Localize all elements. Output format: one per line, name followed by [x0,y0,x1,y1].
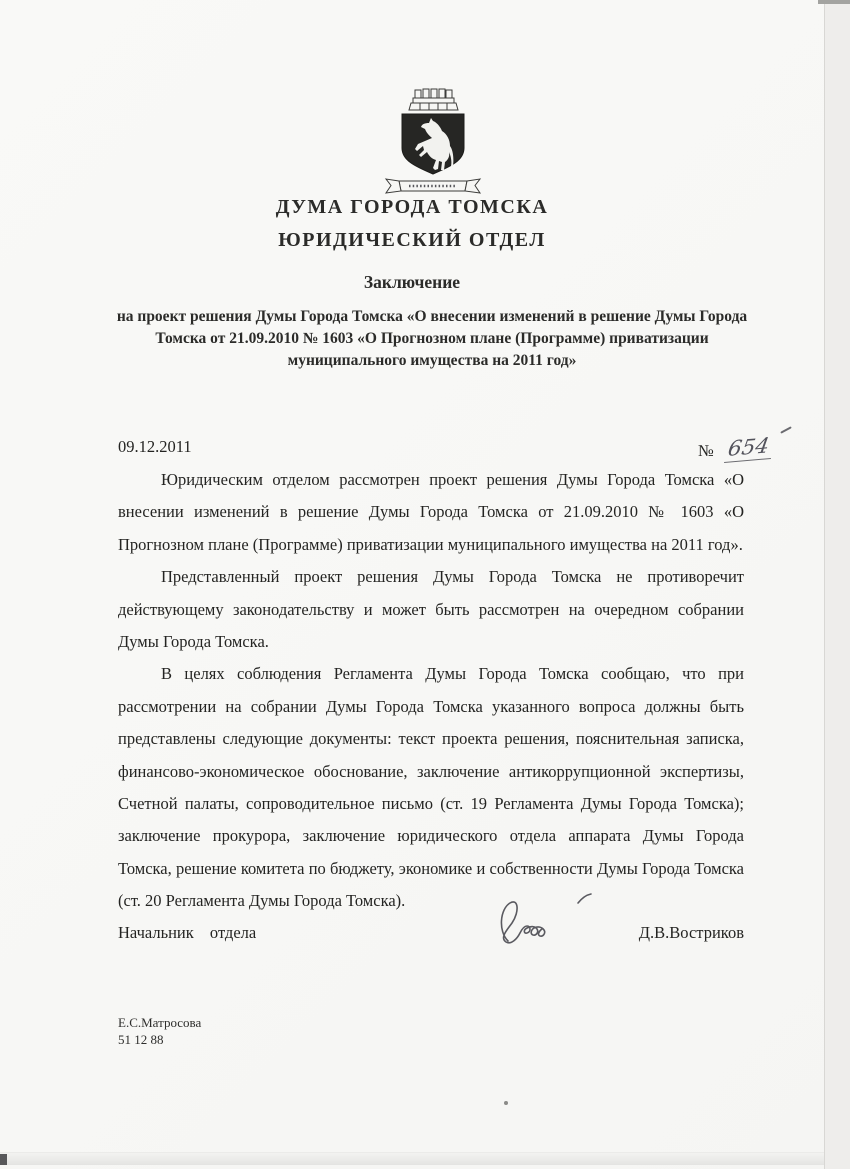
paragraph: Юридическим отделом рассмотрен проект решения Думы Города Томска «О внесении изменений в решение Думы Города Томска от 21.09.2010 № 1603 «О Прогнозном плане (Программе) приватизации муниципального имущества на 2011 год». [118,470,744,554]
signing-row [118,917,744,957]
document-body [118,464,744,918]
handwritten-signature-icon [486,885,616,955]
scan-speck [504,1101,508,1105]
scan-artifact-bottom-left [0,1154,7,1165]
org-name: ДУМА ГОРОДА ТОМСКА [275,196,549,218]
signer-position: Начальник отдела [118,923,257,942]
number-handwritten-value: 654 [724,433,775,463]
paragraph: Представленный проект решения Думы Города Томска не противоречит действующему законодательству и может быть рассмотрен на очередном собрании Думы Города Томска. [118,567,744,652]
signer-name: Д.В.Востриков [638,923,744,942]
executor-phone: 51 12 88 [118,1032,164,1047]
paragraph: В целях соблюдения Регламента Думы Города Томска сообщаю, что при рассмотрении на собрании Думы Города Томска указанного вопроса должны быть представлены следующие документы: текст проекта решения, пояснительная записка, финансово-экономическое обоснование, заключение антикоррупционной экспертизы, Счетной палаты, сопроводительное письмо (ст. 19 Регламента Думы Города Томска); заключение прокурора, заключение юридического отдела аппарата Думы Города Томска, решение комитета по бюджету, экономике и собственности Думы Города Томска (ст. 20 Регламента Думы Города Томска). [118,664,744,911]
document-number [698,433,771,463]
executor-name: Е.С.Матросова [118,1015,202,1030]
number-sign-label: № [698,441,714,460]
scan-paper-edge-bottom [0,1152,824,1165]
meta-row [118,433,771,463]
department-name: ЮРИДИЧЕСКИЙ ОТДЕЛ [278,229,546,251]
document-subject: на проект решения Думы Города Томска «О внесении изменений в решение Думы Города Томска от 21.09.2010 № 1603 «О Прогнозном плане (Программе) приватизации муниципального имущества на 2011 год» [116,308,748,369]
pen-tick-mark [780,426,792,433]
document-date: 09.12.2011 [118,437,192,456]
executor-block [118,1014,201,1048]
scan-paper-edge-right [824,0,850,1169]
document-title: Заключение [363,272,461,292]
scan-artifact-top-right [818,0,850,4]
tomsk-coat-of-arms-icon [373,88,493,198]
